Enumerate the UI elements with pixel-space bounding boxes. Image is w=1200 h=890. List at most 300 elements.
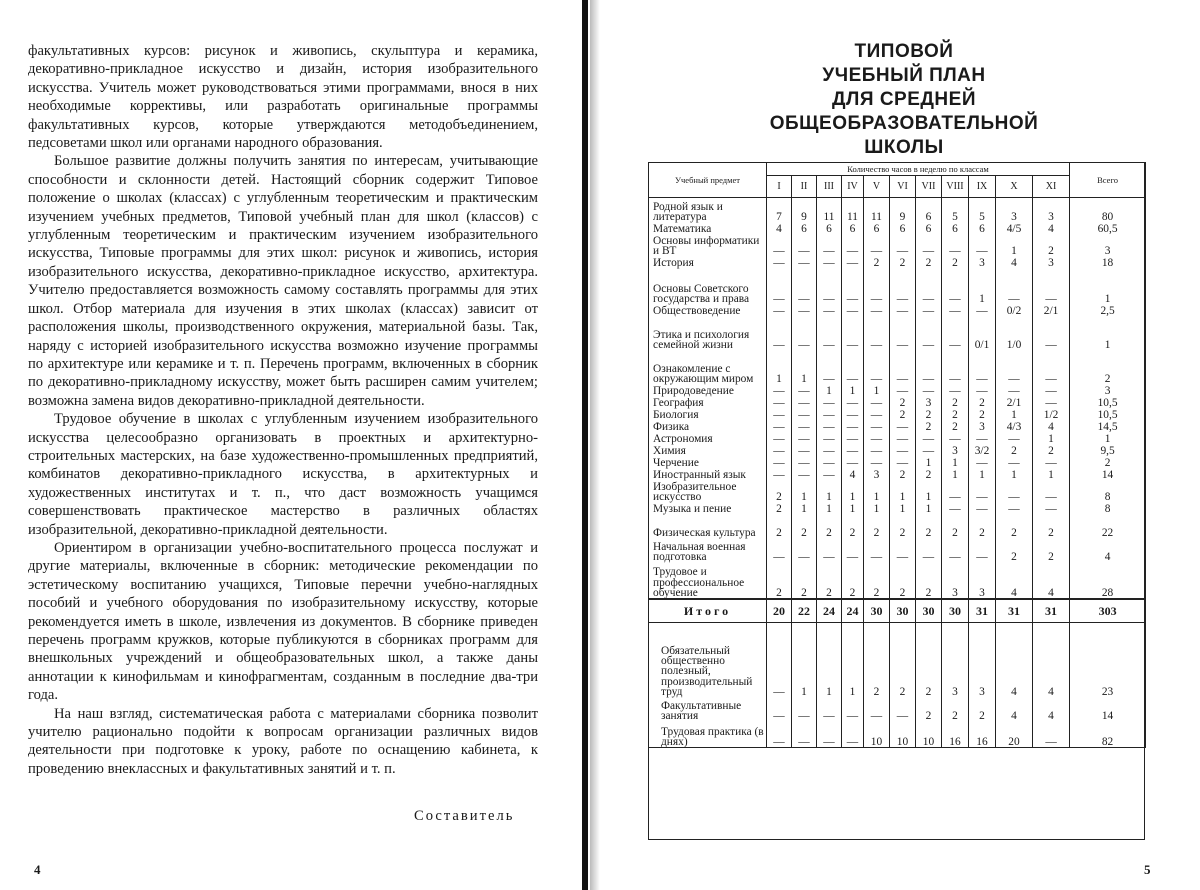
hours-cell: — [792, 396, 817, 408]
hours-cell: — [842, 256, 864, 268]
hours-cell: — [864, 697, 890, 721]
hours-cell: 2 [767, 502, 792, 514]
hours-cell: 11 [842, 198, 864, 223]
hours-cell: — [1033, 502, 1070, 514]
total-cell: 10,5 [1070, 396, 1146, 408]
hours-cell: — [864, 444, 890, 456]
hours-cell: 2 [916, 623, 942, 698]
hours-cell: — [767, 697, 792, 721]
hours-cell: — [1033, 456, 1070, 468]
hours-cell: — [890, 456, 916, 468]
hours-cell: 2 [767, 514, 792, 538]
hours-cell: — [767, 316, 792, 350]
hours-cell: — [817, 697, 842, 721]
hours-cell: 3 [1033, 198, 1070, 223]
hours-cell: — [890, 234, 916, 256]
subject-cell: Музыка и пение [649, 502, 767, 514]
hours-cell: 4 [767, 222, 792, 234]
hours-cell: 1 [916, 456, 942, 468]
hours-cell: — [942, 268, 969, 304]
hours-cell: 4 [1033, 420, 1070, 432]
hours-cell: 6 [969, 222, 996, 234]
total-hours-cell: 31 [996, 599, 1033, 623]
hours-cell: — [890, 432, 916, 444]
hours-cell: — [792, 697, 817, 721]
hours-cell: — [767, 384, 792, 396]
table-row [649, 304, 1146, 316]
subject-cell: Черчение [649, 456, 767, 468]
hours-cell: — [916, 316, 942, 350]
hours-cell: 3/2 [969, 444, 996, 456]
left-page [0, 0, 590, 890]
hours-cell: — [792, 432, 817, 444]
hours-cell: — [842, 721, 864, 748]
hours-cell: 6 [890, 222, 916, 234]
table-row [649, 268, 1146, 304]
hours-cell: 16 [969, 721, 996, 748]
total-cell: 10,5 [1070, 408, 1146, 420]
book-spine [582, 0, 588, 890]
subject-cell: Трудовая практика (в днях) [649, 721, 767, 748]
hours-cell: 2 [890, 396, 916, 408]
total-cell: 2 [1070, 456, 1146, 468]
hours-cell: — [767, 268, 792, 304]
hours-cell: 10 [890, 721, 916, 748]
hours-cell: 2 [916, 408, 942, 420]
hours-cell: — [996, 502, 1033, 514]
body-text [28, 42, 538, 778]
hours-cell: — [767, 396, 792, 408]
hours-cell: — [969, 456, 996, 468]
hours-cell: — [969, 234, 996, 256]
total-cell: 22 [1070, 514, 1146, 538]
hours-cell: 2 [942, 514, 969, 538]
hours-cell: — [916, 444, 942, 456]
hours-cell: 2 [890, 514, 916, 538]
table-row [649, 562, 1146, 599]
hours-cell: — [767, 623, 792, 698]
hours-cell: 2 [767, 562, 792, 599]
hours-cell: 3 [942, 623, 969, 698]
subject-cell: География [649, 396, 767, 408]
page-title [764, 40, 1044, 160]
hours-cell: — [792, 444, 817, 456]
hours-cell: 2 [842, 562, 864, 599]
hours-cell: — [792, 268, 817, 304]
hours-cell: 2 [842, 514, 864, 538]
hours-cell: 4 [1033, 562, 1070, 599]
hours-cell: 1 [792, 480, 817, 502]
hours-cell: 1 [842, 623, 864, 698]
hours-cell: 2 [916, 420, 942, 432]
title-line: ОБЩЕОБРАЗОВАТЕЛЬНОЙ [769, 113, 1039, 134]
hours-cell: — [864, 456, 890, 468]
hours-cell: 16 [942, 721, 969, 748]
hours-cell: — [792, 468, 817, 480]
hours-cell: — [890, 304, 916, 316]
hours-cell: 4 [996, 256, 1033, 268]
hours-cell: — [996, 350, 1033, 384]
hours-cell: 2/1 [996, 396, 1033, 408]
hours-cell: — [864, 420, 890, 432]
class-header: XI [1033, 176, 1070, 198]
signature: Составитель [414, 808, 515, 824]
curriculum-table [648, 162, 1146, 748]
hours-cell: — [792, 234, 817, 256]
hours-cell: 2 [890, 562, 916, 599]
hours-cell: — [890, 420, 916, 432]
hours-cell: — [1033, 350, 1070, 384]
hours-cell: — [864, 432, 890, 444]
subject-cell: Физическая культура [649, 514, 767, 538]
hours-cell: 2 [916, 514, 942, 538]
hours-cell: — [916, 304, 942, 316]
table-row [649, 623, 1146, 698]
subject-cell: Обществоведение [649, 304, 767, 316]
total-cell: 1 [1070, 316, 1146, 350]
hours-cell: — [842, 697, 864, 721]
hours-cell: — [969, 502, 996, 514]
hours-cell: 2 [817, 562, 842, 599]
hours-cell: — [996, 384, 1033, 396]
hours-cell: 1 [996, 468, 1033, 480]
hours-cell: 3 [942, 562, 969, 599]
hours-cell: 2 [942, 408, 969, 420]
table-row [649, 444, 1146, 456]
hours-cell: 1 [767, 350, 792, 384]
total-hours-cell: 30 [942, 599, 969, 623]
hours-cell: 5 [969, 198, 996, 223]
hours-cell: 2 [864, 623, 890, 698]
total-cell: 80 [1070, 198, 1146, 223]
subject-cell: Ознакомление с окружающим миром [649, 350, 767, 384]
subject-cell: Иностранный язык [649, 468, 767, 480]
hours-cell: 1/2 [1033, 408, 1070, 420]
hours-cell: 2 [1033, 444, 1070, 456]
table-row [649, 350, 1146, 384]
hours-cell: 2 [1033, 538, 1070, 562]
total-hours-cell: 20 [767, 599, 792, 623]
hours-cell: 6 [864, 222, 890, 234]
hours-cell: 4/3 [996, 420, 1033, 432]
total-hours-cell: 22 [792, 599, 817, 623]
total-cell: 82 [1070, 721, 1146, 748]
total-cell: 18 [1070, 256, 1146, 268]
hours-cell: 6 [916, 222, 942, 234]
subject-cell: Обязательный общественно полезный, производительный труд [649, 623, 767, 698]
hours-cell: — [864, 304, 890, 316]
subject-cell: Химия [649, 444, 767, 456]
hours-cell: — [842, 350, 864, 384]
hours-cell: — [792, 304, 817, 316]
hours-cell: — [792, 456, 817, 468]
hours-cell: 4 [1033, 222, 1070, 234]
table-row [649, 256, 1146, 268]
hours-cell: 1 [817, 480, 842, 502]
hours-cell: 1 [916, 502, 942, 514]
hours-cell: — [792, 420, 817, 432]
hours-cell: — [767, 444, 792, 456]
hours-cell: — [842, 444, 864, 456]
paragraph: На наш взгляд, систематическая работа с материалами сборника позволит учителю рационально подойти к вопросам организации различных видов деятельности при подготовке к уроку, работе по оснащению кабинета, к проведению внеклассных и факультативных занятий и т. п. [28, 705, 538, 777]
hours-cell: 4 [996, 562, 1033, 599]
total-cell: 28 [1070, 562, 1146, 599]
hours-cell: 2 [916, 697, 942, 721]
class-header: II [792, 176, 817, 198]
hours-cell: 2 [916, 562, 942, 599]
hours-cell: — [842, 538, 864, 562]
subject-cell: Начальная военная подготовка [649, 538, 767, 562]
table-row [649, 721, 1146, 748]
total-cell: 4 [1070, 538, 1146, 562]
hours-cell: — [942, 432, 969, 444]
hours-cell: 1 [1033, 432, 1070, 444]
hours-cell: — [767, 721, 792, 748]
hours-cell: — [1033, 316, 1070, 350]
title-line: ШКОЛЫ [864, 137, 944, 158]
hours-cell: — [916, 384, 942, 396]
hours-cell: — [864, 234, 890, 256]
hours-cell: — [969, 384, 996, 396]
hours-cell: — [817, 304, 842, 316]
hours-cell: — [864, 350, 890, 384]
hours-cell: 10 [916, 721, 942, 748]
total-hours-cell: 31 [969, 599, 996, 623]
hours-cell: 2 [996, 538, 1033, 562]
hours-cell: — [864, 396, 890, 408]
total-cell: 14 [1070, 697, 1146, 721]
total-cell: 3 [1070, 234, 1146, 256]
hours-cell: 2 [890, 256, 916, 268]
table-row [649, 697, 1146, 721]
total-cell: 1 [1070, 268, 1146, 304]
hours-cell: — [969, 304, 996, 316]
total-hours-cell: 24 [817, 599, 842, 623]
hours-cell: — [890, 538, 916, 562]
table-row [649, 502, 1146, 514]
hours-cell: 11 [817, 198, 842, 223]
hours-cell: — [942, 304, 969, 316]
hours-cell: — [864, 316, 890, 350]
total-cell: 60,5 [1070, 222, 1146, 234]
hours-cell: 2 [969, 514, 996, 538]
hours-cell: — [767, 456, 792, 468]
hours-cell: 1 [942, 468, 969, 480]
hours-cell: 4 [842, 468, 864, 480]
hours-cell: 2 [890, 623, 916, 698]
hours-cell: 2 [996, 514, 1033, 538]
hours-cell: 0/1 [969, 316, 996, 350]
hours-cell: — [916, 268, 942, 304]
total-hours-cell: 31 [1033, 599, 1070, 623]
hours-cell: 2 [864, 256, 890, 268]
hours-cell: — [842, 234, 864, 256]
hours-cell: — [1033, 396, 1070, 408]
hours-cell: 2 [942, 396, 969, 408]
hours-cell: 2 [792, 514, 817, 538]
hours-cell: — [817, 721, 842, 748]
hours-cell: 1 [890, 502, 916, 514]
hours-cell: — [792, 384, 817, 396]
hours-cell: 4 [1033, 623, 1070, 698]
hours-cell: 2 [1033, 234, 1070, 256]
hours-cell: — [842, 316, 864, 350]
class-header: VI [890, 176, 916, 198]
hours-cell: — [817, 396, 842, 408]
class-header: VII [916, 176, 942, 198]
subject-cell: Физика [649, 420, 767, 432]
hours-cell: 5 [942, 198, 969, 223]
hours-cell: — [767, 234, 792, 256]
total-row [649, 599, 1146, 623]
hours-cell: — [817, 268, 842, 304]
hours-cell: — [942, 384, 969, 396]
hours-cell: — [890, 697, 916, 721]
hours-cell: 1 [969, 468, 996, 480]
hours-cell: — [817, 444, 842, 456]
subject-cell: Основы Советского государства и права [649, 268, 767, 304]
hours-cell: — [996, 432, 1033, 444]
hours-cell: 2 [864, 562, 890, 599]
page-number-right: 5 [1144, 862, 1151, 877]
hours-cell: — [942, 234, 969, 256]
hours-cell: — [942, 538, 969, 562]
hours-cell: — [1033, 384, 1070, 396]
hours-cell: 10 [864, 721, 890, 748]
total-hours-cell: 30 [890, 599, 916, 623]
hours-cell: 3 [969, 562, 996, 599]
hours-cell: 2 [942, 256, 969, 268]
hours-cell: 4 [1033, 697, 1070, 721]
hours-cell: 3 [864, 468, 890, 480]
hours-cell: — [942, 480, 969, 502]
hours-cell: — [767, 468, 792, 480]
total-hours-cell: 30 [916, 599, 942, 623]
table-row [649, 432, 1146, 444]
hours-cell: 1 [1033, 468, 1070, 480]
hours-cell: 1 [792, 350, 817, 384]
class-header: IX [969, 176, 996, 198]
hours-cell: 2/1 [1033, 304, 1070, 316]
hours-cell: — [792, 721, 817, 748]
hours-cell: 3 [996, 198, 1033, 223]
hours-cell: 3 [969, 256, 996, 268]
hours-cell: — [817, 456, 842, 468]
hours-cell: 1 [842, 480, 864, 502]
hours-cell: 2 [916, 256, 942, 268]
total-cell: 8 [1070, 480, 1146, 502]
table-row [649, 456, 1146, 468]
class-header: IV [842, 176, 864, 198]
table-row [649, 316, 1146, 350]
hours-cell: — [842, 408, 864, 420]
hours-cell: 3 [969, 623, 996, 698]
hours-cell: 3 [916, 396, 942, 408]
table-row [649, 408, 1146, 420]
hours-cell: — [890, 316, 916, 350]
hours-cell: 0/2 [996, 304, 1033, 316]
hours-cell: 1 [969, 268, 996, 304]
hours-cell: — [842, 432, 864, 444]
hours-cell: — [817, 420, 842, 432]
hours-cell: 2 [916, 468, 942, 480]
hours-cell: 2 [890, 468, 916, 480]
hours-cell: 1 [890, 480, 916, 502]
total-cell: 14 [1070, 468, 1146, 480]
subject-cell: Факультативные занятия [649, 697, 767, 721]
hours-cell: 6 [817, 222, 842, 234]
subject-cell: Изобразительное искусство [649, 480, 767, 502]
hours-cell: 3 [1033, 256, 1070, 268]
hours-cell: — [916, 538, 942, 562]
hours-cell: — [969, 350, 996, 384]
class-header: V [864, 176, 890, 198]
class-header: I [767, 176, 792, 198]
hours-cell: 2 [942, 697, 969, 721]
hours-cell: 1 [996, 408, 1033, 420]
subject-cell: Природоведение [649, 384, 767, 396]
hours-cell: — [817, 234, 842, 256]
hours-cell: — [767, 304, 792, 316]
total-cell: 3 [1070, 384, 1146, 396]
hours-cell: — [767, 432, 792, 444]
table-row [649, 234, 1146, 256]
grand-total-cell: 303 [1070, 599, 1146, 623]
hours-cell: — [842, 396, 864, 408]
total-label: Итого [649, 599, 767, 623]
hours-cell: — [817, 538, 842, 562]
hours-cell: 6 [916, 198, 942, 223]
hours-cell: 2 [864, 514, 890, 538]
hours-cell: — [792, 316, 817, 350]
hours-cell: 1 [817, 384, 842, 396]
hours-cell: — [767, 408, 792, 420]
total-cell: 2,5 [1070, 304, 1146, 316]
page-number-left: 4 [34, 862, 41, 877]
hours-cell: — [890, 444, 916, 456]
paragraph: факультативных курсов: рисунок и живопись, скульптура и керамика, декоративно-прикладное искусство и дизайн, история изобразительного искусства. Учитель может руководствоваться этими программами, внося в них необходимые коррективы, или разработать оригинальные программы факультативных курсов, которые утверждаются методобъединением, педсоветами школ или органами народного образования. [28, 43, 538, 152]
hours-cell: — [842, 304, 864, 316]
class-header: VIII [942, 176, 969, 198]
hours-cell: 2 [969, 396, 996, 408]
hours-cell: 1/0 [996, 316, 1033, 350]
paragraph: Ориентиром в организации учебно-воспитательного процесса послужат и другие материалы, включенные в сборник: методические рекомендации по эстетическому воспитанию учащихся, Типовые перечни учебно-наглядных пособий и учебного оборудования по изобразительному искусству, которые рекомендуется иметь в школе, извлечения из документов. В сборнике приведен перечень программ кружков, которые публикуются в сборниках программ для внешкольных учреждений и общеобразовательных школ, а также даны аннотации к кинофильмам и кинофрагментам, созданным в последние два-три года. [28, 539, 538, 704]
total-cell: 23 [1070, 623, 1146, 698]
total-hours-cell: 30 [864, 599, 890, 623]
hours-cell: — [942, 502, 969, 514]
hours-cell: 1 [996, 234, 1033, 256]
table-row [649, 198, 1146, 223]
hours-cell: 2 [1033, 514, 1070, 538]
subject-cell: Родной язык и литература [649, 198, 767, 223]
hours-cell: — [817, 350, 842, 384]
subject-cell: Основы информатики и ВТ [649, 234, 767, 256]
table-row [649, 514, 1146, 538]
hours-cell: 1 [864, 384, 890, 396]
hours-cell: 1 [916, 480, 942, 502]
hours-cell: — [969, 480, 996, 502]
hours-cell: — [890, 268, 916, 304]
hours-cell: 1 [942, 456, 969, 468]
hours-cell: 1 [817, 623, 842, 698]
subject-cell: Трудовое и профессиональное обучение [649, 562, 767, 599]
hours-cell: — [842, 456, 864, 468]
hours-cell: 4/5 [996, 222, 1033, 234]
spine-shadow [590, 0, 600, 890]
title-line: ДЛЯ СРЕДНЕЙ [832, 89, 976, 110]
hours-cell: 2 [767, 480, 792, 502]
table-row [649, 222, 1146, 234]
